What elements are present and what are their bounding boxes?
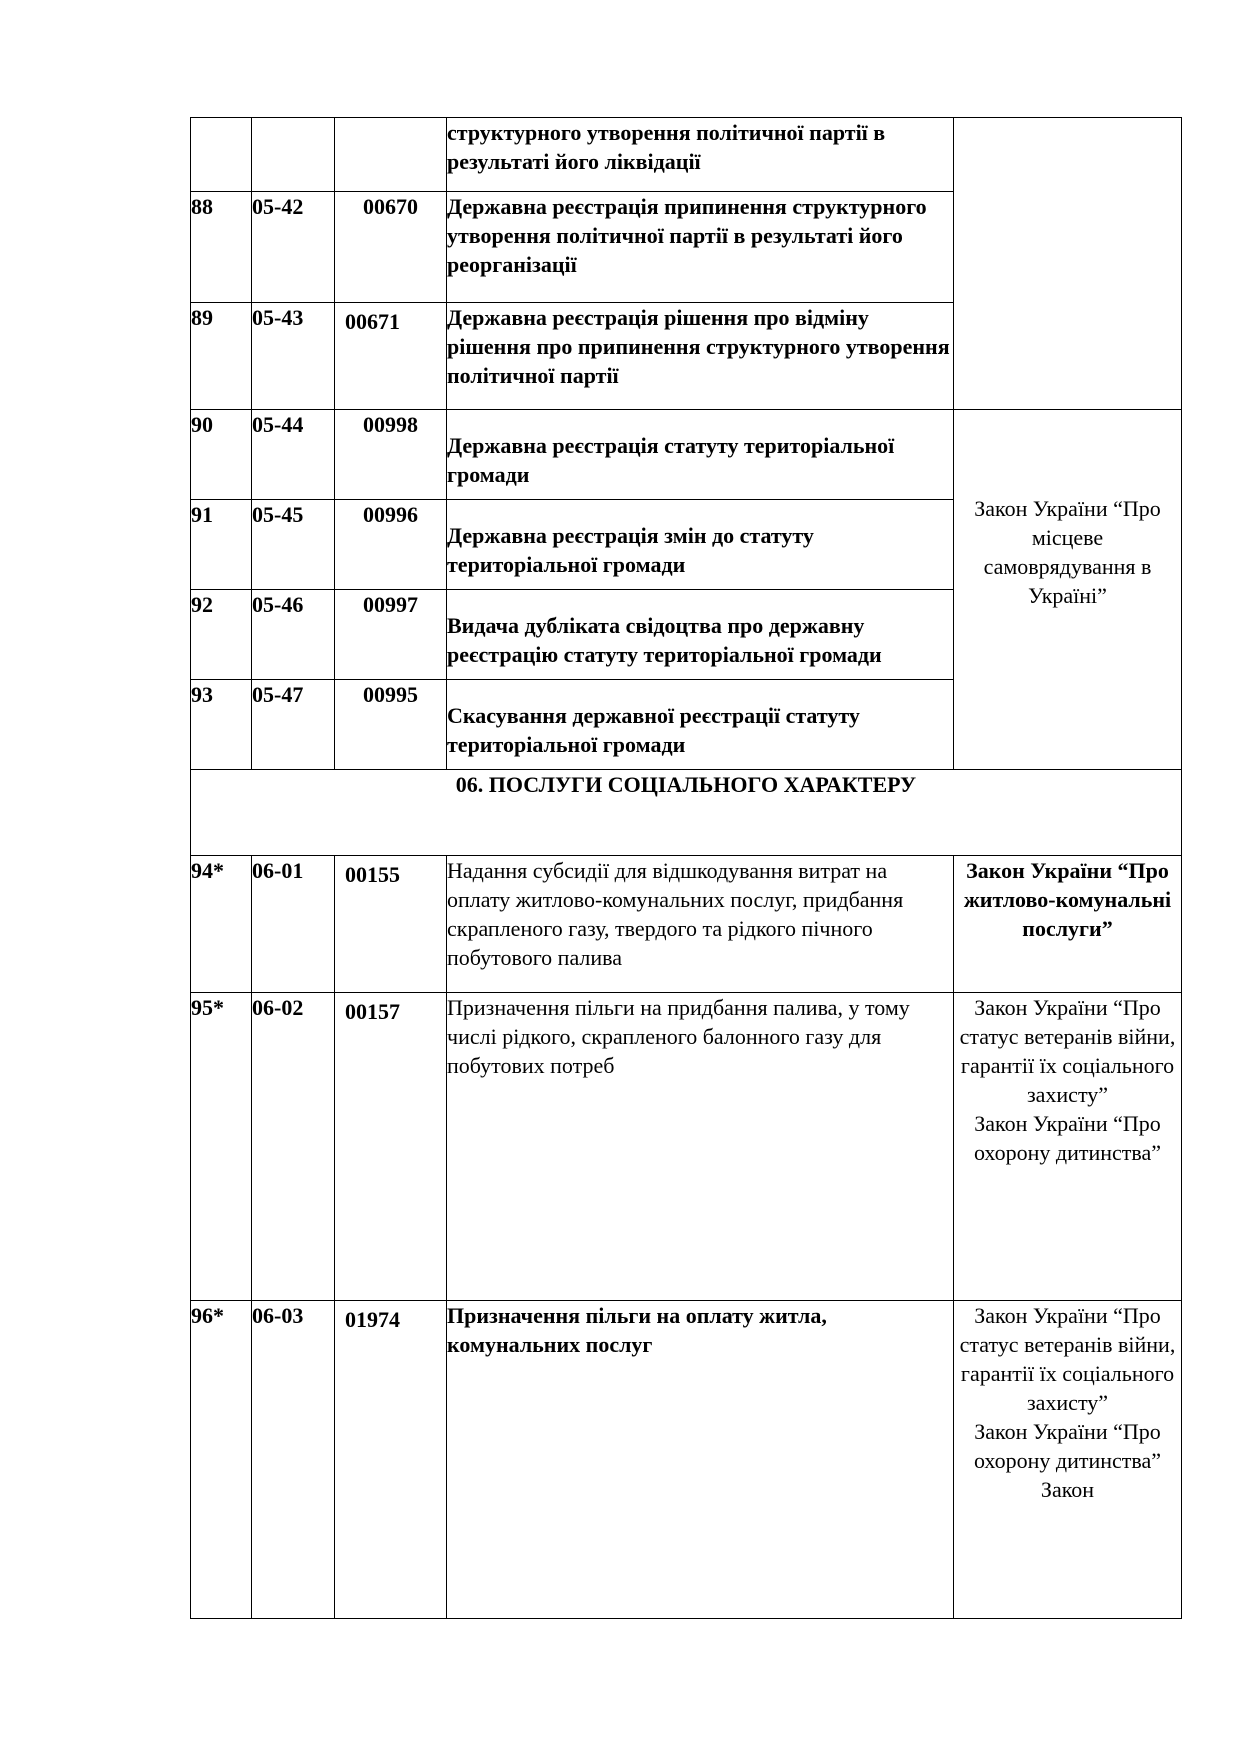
service-name: Державна реєстрація змін до статуту територіальної громади: [447, 500, 954, 590]
row-number: 95*: [191, 993, 252, 1301]
legal-basis-veterans: Закон України “Про статус ветеранів війни, гарантії їх соціального захисту”: [959, 1303, 1176, 1415]
service-code: [252, 118, 335, 192]
section-header-row: [191, 770, 1182, 856]
service-name: структурного утворення політичної партії в результаті його ліквідації: [447, 118, 954, 192]
service-name: Призначення пільги на придбання палива, у тому числі рідкого, скрапленого балонного газу для побутових потреб: [447, 993, 954, 1301]
row-number: 89: [191, 303, 252, 410]
service-code: 06-01: [252, 856, 335, 993]
service-id: 00155: [335, 856, 447, 993]
table-row: [191, 856, 1182, 993]
row-number: 90: [191, 410, 252, 500]
legal-basis-continued: Закон: [1040, 1477, 1095, 1502]
legal-basis: [954, 993, 1182, 1301]
service-name: Державна реєстрація статуту територіальної громади: [447, 410, 954, 500]
table-row: [191, 993, 1182, 1301]
service-code: 05-44: [252, 410, 335, 500]
row-number: 88: [191, 192, 252, 303]
service-name: Призначення пільги на оплату житла, комунальних послуг: [447, 1301, 954, 1619]
service-name: Державна реєстрація рішення про відміну рішення про припинення структурного утворення політичної партії: [447, 303, 954, 410]
service-id: 00157: [335, 993, 447, 1301]
service-id: 00996: [335, 500, 447, 590]
legal-basis-childhood: Закон України “Про охорону дитинства”: [973, 1111, 1162, 1165]
service-id: [335, 118, 447, 192]
row-number: 93: [191, 680, 252, 770]
service-id: 01974: [335, 1301, 447, 1619]
service-id: 00995: [335, 680, 447, 770]
service-id: 00671: [335, 303, 447, 410]
service-code: 06-03: [252, 1301, 335, 1619]
table-row: [191, 1301, 1182, 1619]
service-code: 05-42: [252, 192, 335, 303]
service-name: Скасування державної реєстрації статуту територіальної громади: [447, 680, 954, 770]
service-code: 05-47: [252, 680, 335, 770]
service-code: 06-02: [252, 993, 335, 1301]
legal-basis-veterans: Закон України “Про статус ветеранів війни, гарантії їх соціального захисту”: [959, 995, 1176, 1107]
service-id: 00997: [335, 590, 447, 680]
legal-basis-childhood: Закон України “Про охорону дитинства”: [973, 1419, 1162, 1473]
services-register-table: [190, 117, 1182, 1619]
row-number: 94*: [191, 856, 252, 993]
table-row: [191, 410, 1182, 500]
row-number: 91: [191, 500, 252, 590]
row-number: [191, 118, 252, 192]
legal-basis: Закон України “Про місцеве самоврядування в Україні”: [954, 410, 1182, 770]
legal-basis: [954, 1301, 1182, 1619]
service-id: 00670: [335, 192, 447, 303]
row-number: 92: [191, 590, 252, 680]
service-code: 05-46: [252, 590, 335, 680]
service-id: 00998: [335, 410, 447, 500]
section-title: 06. ПОСЛУГИ СОЦІАЛЬНОГО ХАРАКТЕРУ: [191, 770, 1182, 856]
service-name: Видача дубліката свідоцтва про державну реєстрацію статуту територіальної громади: [447, 590, 954, 680]
row-number: 96*: [191, 1301, 252, 1619]
service-name: Державна реєстрація припинення структурного утворення політичної партії в результаті його реорганізації: [447, 192, 954, 303]
service-code: 05-43: [252, 303, 335, 410]
table-row: [191, 118, 1182, 192]
service-name: Надання субсидії для відшкодування витрат на оплату житлово-комунальних послуг, придбання скрапленого газу, твердого та рідкого пічного побутового палива: [447, 856, 954, 993]
legal-basis-empty: [954, 118, 1182, 410]
service-code: 05-45: [252, 500, 335, 590]
legal-basis: Закон України “Про житлово-комунальні послуги”: [954, 856, 1182, 993]
